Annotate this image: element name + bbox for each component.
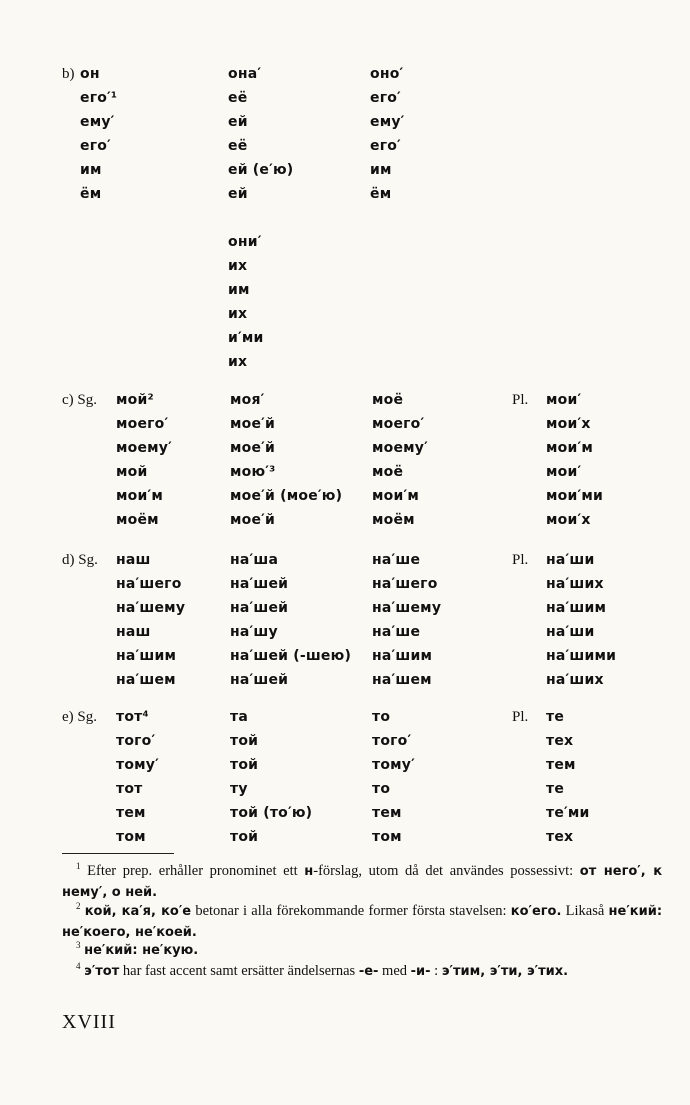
paradigm-form: мое′й — [230, 440, 276, 456]
paradigm-form: ему′ — [370, 114, 405, 130]
paradigm-form: мой — [116, 464, 148, 480]
paradigm-form: того′ — [372, 733, 412, 749]
footnote-text: Efter prep. erhåller pronominet ett — [87, 862, 305, 879]
paradigm-form: ему′ — [80, 114, 115, 130]
paradigm-form: оно′ — [370, 66, 404, 82]
paradigm-form: мои′м — [372, 488, 420, 504]
paradigm-form: его′ — [370, 138, 401, 154]
paradigm-form: на′шей — [230, 576, 289, 592]
russian-example: э′тот — [84, 963, 120, 979]
paradigm-form: наш — [116, 552, 151, 568]
paradigm-form: то — [372, 781, 391, 797]
paradigm-form: его′ — [370, 90, 401, 106]
paradigm-form: тех — [546, 829, 574, 845]
paradigm-form: мое′й (мое′ю) — [230, 488, 343, 504]
footnote-number: 1 — [76, 861, 81, 871]
paradigm-form: на′шим — [116, 648, 177, 664]
paradigm-form: ей (е′ю) — [228, 162, 294, 178]
paradigm-form: ей — [228, 114, 248, 130]
footnote-text: betonar i alla förekommande former första stavelsen: — [191, 902, 511, 919]
paradigm-form: мои′м — [546, 440, 594, 456]
paradigm-form: тем — [372, 805, 402, 821]
paradigm-form: моего′ — [372, 416, 425, 432]
russian-example: -е- — [358, 963, 379, 979]
paradigm-form: мои′ми — [546, 488, 604, 504]
footnote-text: : — [430, 962, 442, 979]
paradigm-form: мою′³ — [230, 464, 276, 480]
paradigm-form: их — [228, 258, 248, 274]
paradigm-form: моём — [372, 512, 415, 528]
paradigm-form: на′шей (-шею) — [230, 648, 352, 664]
footnote-text: -förslag, utom då det användes possessivt: — [313, 862, 580, 879]
paradigm-form: том — [372, 829, 402, 845]
paradigm-form: мои′х — [546, 512, 591, 528]
paradigm-form: на′ша — [230, 552, 279, 568]
page-number: XVIII — [62, 1011, 116, 1033]
paradigm-form: на′ше — [372, 552, 421, 568]
paradigm-form: моё — [372, 464, 404, 480]
paradigm-form: на′шему — [372, 600, 442, 616]
paradigm-form: на′ши — [546, 552, 595, 568]
paradigm-form: той — [230, 829, 259, 845]
paradigm-form: моего′ — [116, 416, 169, 432]
paradigm-form: они′ — [228, 234, 262, 250]
footnote-number: 3 — [76, 940, 81, 950]
paradigm-form: тот — [116, 781, 143, 797]
paradigm-form: на′шего — [116, 576, 182, 592]
paradigm-form: те — [546, 709, 565, 725]
paradigm-form: тот⁴ — [116, 709, 149, 725]
footnote-text: med — [378, 962, 411, 979]
paradigm-form: на′шим — [546, 600, 607, 616]
paradigm-form: на′шему — [116, 600, 186, 616]
paradigm-form: ту — [230, 781, 248, 797]
paradigm-form: его′ — [80, 138, 111, 154]
footnote — [62, 956, 662, 982]
paradigm-form: та — [230, 709, 248, 725]
paradigm-form: на′ших — [546, 672, 604, 688]
paradigm-form: моё — [372, 392, 404, 408]
paradigm-form: на′шу — [230, 624, 278, 640]
paradigm-form: мой² — [116, 392, 154, 408]
paradigm-form: ём — [80, 186, 102, 202]
paradigm-form: наш — [116, 624, 151, 640]
russian-example: не′кий: не′коего, не′коей. — [62, 903, 663, 940]
russian-example: не′кий: не′кую. — [84, 942, 199, 958]
footnote-text: Likaså — [561, 902, 609, 919]
paradigm-form: им — [370, 162, 392, 178]
paradigm-form: их — [228, 354, 248, 370]
paradigm-form: той — [230, 757, 259, 773]
plural-label: Pl. — [512, 392, 529, 408]
footnote-number: 4 — [76, 961, 81, 971]
paradigm-form: тех — [546, 733, 574, 749]
paradigm-form: ей — [228, 186, 248, 202]
paradigm-form: той — [230, 733, 259, 749]
paradigm-form: тем — [116, 805, 146, 821]
section-label: e) Sg. — [62, 709, 97, 725]
paradigm-form: на′шими — [546, 648, 617, 664]
paradigm-form: её — [228, 90, 248, 106]
paradigm-form: того′ — [116, 733, 156, 749]
paradigm-form: на′ши — [546, 624, 595, 640]
paradigm-form: на′шим — [372, 648, 433, 664]
paradigm-form: том — [116, 829, 146, 845]
paradigm-form: те′ми — [546, 805, 590, 821]
paradigm-form: им — [228, 282, 250, 298]
section-label: b) — [62, 66, 75, 82]
footnote-rule — [62, 853, 174, 854]
paradigm-form: ём — [370, 186, 392, 202]
paradigm-form: на′шем — [372, 672, 432, 688]
paradigm-form: на′ших — [546, 576, 604, 592]
paradigm-form: на′шего — [372, 576, 438, 592]
paradigm-form: моя′ — [230, 392, 265, 408]
plural-label: Pl. — [512, 709, 529, 725]
paradigm-form: на′шем — [116, 672, 176, 688]
paradigm-form: на′шей — [230, 600, 289, 616]
paradigm-form: мое′й — [230, 416, 276, 432]
plural-label: Pl. — [512, 552, 529, 568]
paradigm-form: мои′ — [546, 464, 582, 480]
paradigm-form: и′ми — [228, 330, 264, 346]
footnote-text: har fast accent samt ersätter ändelsernas — [119, 962, 359, 979]
paradigm-form: те — [546, 781, 565, 797]
russian-example: э′тим, э′ти, э′тих. — [441, 963, 569, 979]
russian-example: от него′, к нему′, о ней. — [62, 863, 663, 900]
paradigm-form: на′ше — [372, 624, 421, 640]
russian-example: -и- — [410, 963, 431, 979]
russian-example: ко′его. — [510, 903, 562, 919]
paradigm-form: мои′х — [546, 416, 591, 432]
paradigm-form: тем — [546, 757, 576, 773]
paradigm-form: моему′ — [372, 440, 429, 456]
russian-example: н — [304, 863, 314, 879]
paradigm-form: она′ — [228, 66, 262, 82]
paradigm-form: их — [228, 306, 248, 322]
paradigm-form: тому′ — [116, 757, 159, 773]
russian-example: кой, ка′я, ко′е — [84, 903, 192, 919]
paradigm-form: той (то′ю) — [230, 805, 313, 821]
paradigm-form: на′шей — [230, 672, 289, 688]
paradigm-form: он — [80, 66, 100, 82]
paradigm-form: мои′м — [116, 488, 164, 504]
paradigm-form: мое′й — [230, 512, 276, 528]
footnote-number: 2 — [76, 901, 81, 911]
paradigm-form: моём — [116, 512, 159, 528]
paradigm-form: моему′ — [116, 440, 173, 456]
section-label: d) Sg. — [62, 552, 98, 568]
paradigm-form: мои′ — [546, 392, 582, 408]
section-label: c) Sg. — [62, 392, 97, 408]
paradigm-form: то — [372, 709, 391, 725]
paradigm-form: его′¹ — [80, 90, 118, 106]
paradigm-form: её — [228, 138, 248, 154]
paradigm-form: им — [80, 162, 102, 178]
paradigm-form: тому′ — [372, 757, 415, 773]
